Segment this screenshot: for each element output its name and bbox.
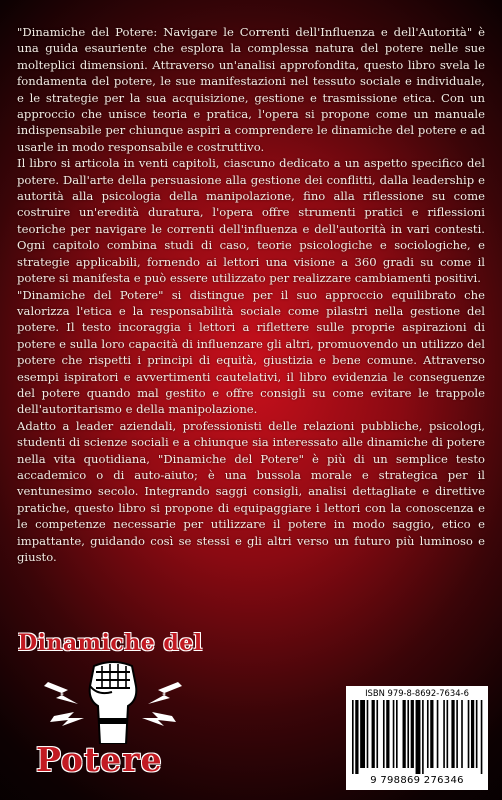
barcode-bar bbox=[451, 700, 454, 768]
barcode-bar bbox=[352, 700, 354, 774]
barcode-bar bbox=[396, 700, 398, 768]
blurb-paragraph-4: Adatto a leader aziendali, professionisti delle relazioni pubbliche, psicologi, studenti di scienze sociali e a chiunque sia interessato alle dinamiche di potere nella vita quotidiana, "Dinamiche del Potere" è più di un semplice testo accademico o di auto-aiuto; è una bussola morale e strategica per il ventunesimo secolo. Integrando saggi consigli, analisi dettagliate e direttive pratiche, questo libro si propone di equipaggiare i lettori con la conoscenza e le competenze necessarie per utilizzare il potere in modo saggio, etico e impattante, guidando così se stessi e gli altri verso un futuro più luminoso e giusto. bbox=[17, 418, 485, 564]
barcode-bar bbox=[471, 700, 474, 768]
barcode-bar bbox=[355, 700, 358, 774]
barcode-bar bbox=[456, 700, 458, 768]
barcode-bar bbox=[407, 700, 409, 768]
barcode-bar bbox=[376, 700, 378, 768]
isbn-barcode bbox=[346, 686, 488, 790]
title-logo bbox=[14, 622, 214, 792]
barcode-bar bbox=[443, 700, 445, 768]
barcode-bar bbox=[403, 700, 406, 768]
barcode-bar bbox=[447, 700, 449, 768]
barcode-bar bbox=[422, 700, 424, 774]
barcode-bar bbox=[461, 700, 463, 768]
barcode-bar bbox=[383, 700, 385, 768]
blurb-paragraph-3: "Dinamiche del Potere" si distingue per il suo approccio equilibrato che valorizza l'etica e la responsabilità sociale come pilastri nella gestione del potere. Il testo incoraggia i lettori a riflettere sulle proprie aspirazioni di potere e sulla loro capacità di influenzare gli altri, promuovendo un utilizzo del potere che rispetti i principi di equità, giustizia e bene comune. Attraverso esempi ispiratori e avvertimenti cautelativi, il libro evidenzia le conseguenze del potere quando mal gestito e offre consigli su come evitare le trappole dell'autoritarismo e della manipolazione. bbox=[17, 287, 485, 417]
barcode-bar bbox=[416, 700, 421, 774]
barcode-bar bbox=[427, 700, 429, 768]
raised-fist-lightning-icon bbox=[38, 660, 188, 744]
logo-title-line2: Potere bbox=[36, 740, 163, 779]
barcode-bar bbox=[386, 700, 389, 768]
logo-title-line1: Dinamiche del bbox=[18, 630, 203, 656]
isbn-label: ISBN 979-8-8692-7634-6 bbox=[365, 688, 469, 698]
barcode-bar bbox=[367, 700, 369, 768]
barcode-bar bbox=[437, 700, 439, 768]
barcode-bar bbox=[372, 700, 375, 768]
barcode-digits: 9 798869 276346 bbox=[370, 775, 464, 786]
blurb bbox=[17, 24, 485, 565]
barcode-bar bbox=[468, 700, 470, 768]
blurb-paragraph-1: "Dinamiche del Potere: Navigare le Correnti dell'Influenza e dell'Autorità" è una guida esauriente che esplora la complessa natura del potere nelle sue molteplici dimensioni. Attraverso un'analisi approfondita, questo libro svela le fondamenta del potere, le sue manifestazioni nel tessuto sociale e individuale, e le strategie per la sua acquisizione, gestione e trasmissione etica. Con un approccio che unisce teoria e pratica, l'opera si propone come un manuale indispensabile per chiunque aspiri a comprendere le dinamiche del potere e ad usarle in modo responsabile e costruttivo. bbox=[17, 25, 485, 154]
blurb-paragraph-2: Il libro si articola in venti capitoli, ciascuno dedicato a un aspetto specifico del potere. Dall'arte della persuasione alla gestione dei conflitti, dalla leadership e autorità alla psicologia della manipolazione, fino alla riflessione su come costruire un'eredità duratura, l'opera offre strumenti pratici e riflessioni teoriche per navigare le correnti dell'influenza e dell'autorità in vari contesti. Ogni capitolo combina studi di caso, teorie psicologiche e sociologiche, e strategie applicabili, fornendo ai lettori una visione a 360 gradi su come il potere si manifesta e può essere utilizzato per realizzare cambiamenti positivi. bbox=[17, 156, 485, 286]
barcode-bar bbox=[411, 700, 414, 768]
barcode-bar bbox=[476, 700, 478, 768]
barcode-bar bbox=[430, 700, 433, 768]
barcode-bar bbox=[360, 700, 365, 768]
barcode-bar bbox=[481, 700, 483, 774]
barcode-bars bbox=[352, 700, 484, 774]
barcode-bar bbox=[393, 700, 395, 768]
